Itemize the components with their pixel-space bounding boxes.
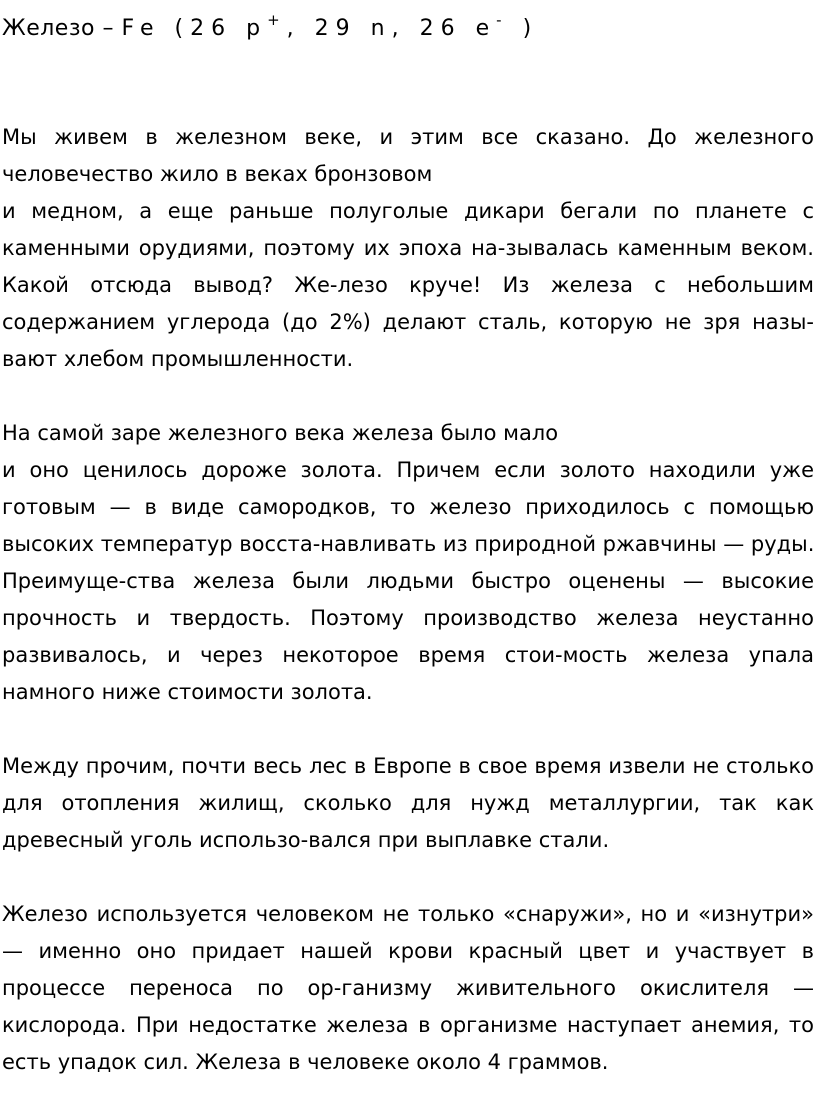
text-line: Преимуще-ства железа были людьми быстро оценены — высокие — [2, 569, 814, 593]
text-line: Мы живем в железном веке, и этим все сказано. До железного — [2, 125, 814, 149]
text-line: намного ниже стоимости золота. — [2, 680, 373, 704]
text-line: прочность и твердость. Поэтому производство железа неустанно — [2, 606, 814, 630]
title-close-paren: ) — [522, 16, 539, 41]
title-electrons: 26 — [419, 16, 462, 41]
title-neutron-unit: n — [370, 16, 392, 41]
title-formula — [121, 10, 539, 41]
title-protons: 26 — [190, 16, 233, 41]
text-line: для отопления жилищ, сколько для нужд металлургии, так как — [2, 791, 814, 815]
paragraph-iron-age — [2, 119, 814, 378]
text-line: каменными орудиями, поэтому их эпоха на-зывалась каменным веком. — [2, 236, 814, 260]
text-line: содержанием углерода (до 2%) делают сталь, которую не зря назы- — [2, 310, 814, 334]
title-sep-1: , — [286, 16, 301, 41]
text-line: Какой отсюда вывод? Же-лезо круче! Из железа с небольшим — [2, 273, 814, 297]
text-line: есть упадок сил. Железа в человеке около 4 граммов. — [2, 1050, 609, 1074]
text-line: На самой заре железного века железа было мало — [2, 421, 559, 445]
title-proton-unit: p — [246, 16, 268, 41]
text-line: готовым — в виде самородков, то железо приходилось с помощью — [2, 495, 814, 519]
title-electron-charge: - — [496, 10, 509, 29]
title-open-paren: ( — [174, 16, 191, 41]
paragraph-forests — [2, 748, 814, 859]
paragraph-iron-in-body — [2, 896, 814, 1081]
text-line: человечество жило в веках бронзовом — [2, 162, 433, 186]
text-line: кислорода. При недостатке железа в организме наступает анемия, то — [2, 1013, 814, 1037]
text-line: развивалось, и через некоторое время стои-мость железа упала — [2, 643, 814, 667]
text-line: высоких температур восста-навливать из природной ржавчины — руды. — [2, 532, 815, 556]
text-line: — именно оно придает нашей крови красный цвет и участвует в — [2, 939, 814, 963]
title-symbol: Fe — [121, 16, 161, 41]
title-sep-2: , — [391, 16, 406, 41]
title-dash: – — [102, 16, 114, 41]
paragraph-iron-value — [2, 415, 814, 711]
text-line: процессе переноса по ор-ганизму живительного окислителя — — [2, 976, 814, 1000]
text-line: и оно ценилось дороже золота. Причем если золото находили уже — [2, 458, 814, 482]
title-element-name: Железо — [2, 16, 95, 41]
title-neutrons: 29 — [314, 16, 357, 41]
text-line: вают хлебом промышленности. — [2, 347, 354, 371]
text-line: Между прочим, почти весь лес в Европе в свое время извели не столько — [2, 754, 814, 778]
title-electron-unit: e — [475, 16, 497, 41]
text-line: Железо используется человеком не только «снаружи», но и «изнутри» — [2, 902, 814, 926]
text-line: и медном, а еще раньше полуголые дикари бегали по планете с — [2, 199, 814, 223]
text-line: древесный уголь использо-вался при выплавке стали. — [2, 828, 610, 852]
document-title — [2, 10, 539, 44]
title-proton-charge: + — [267, 10, 287, 29]
